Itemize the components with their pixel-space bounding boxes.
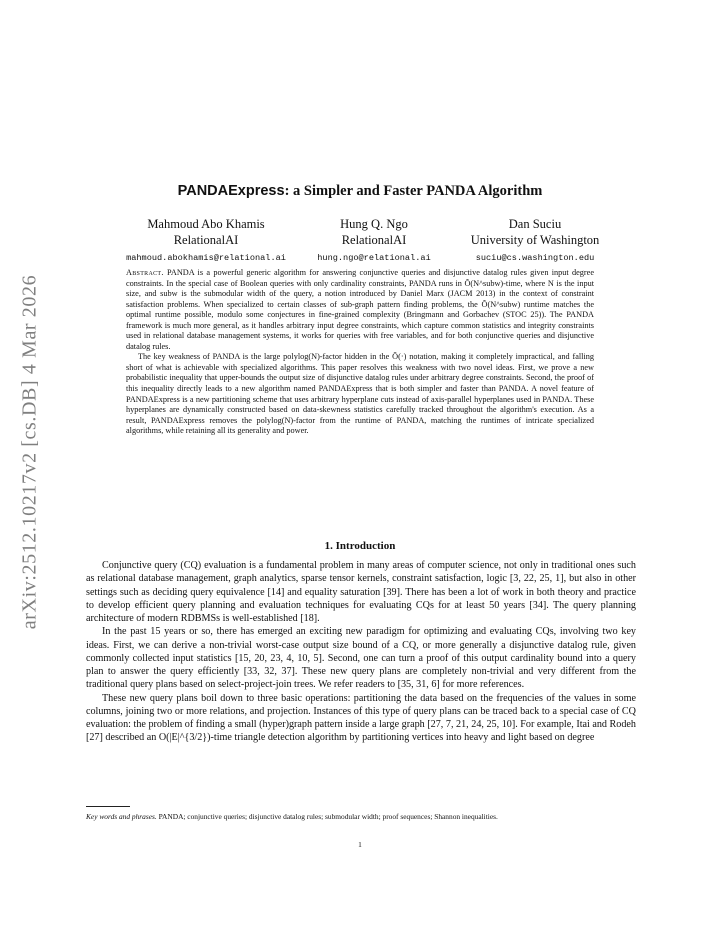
section-heading: 1. Introduction [324, 540, 396, 552]
author-email[interactable]: suciu@cs.washington.edu [475, 253, 595, 263]
paper-title [0, 183, 720, 200]
abstract-heading: Abstract. [126, 268, 164, 277]
author-name: Dan Suciu [508, 217, 562, 231]
title-system-name: PANDAExpress [177, 183, 285, 199]
page-number: 1 [358, 840, 362, 849]
abstract-paragraph-2: The key weakness of PANDA is the large polylog(N)-factor hidden in the Õ(·) notation, making it completely impractical, and falling short of what is achievable with specialized algorithms. This paper resolves this weakness with two novel ideas. First, we prove a new probabilistic inequality that upper-bounds the output size of disjunctive datalog rules under arbitrary degree constraints. Second, the proof of this inequality directly leads to a new algorithm named PANDAExpress that is both simpler and faster than PANDA. A novel feature of PANDAExpress is a new partitioning scheme that uses arbitrary hyperplane cuts instead of axis-parallel hyperplanes used in PANDA. These hyperplanes are dynamically constructed based on data-skewness statistics carefully tracked throughout the algorithm's execution. As a result, PANDAExpress removes the polylog(N)-factor from the runtime of PANDA, matching the runtimes of intricate specialized algorithms, while retaining all its generality and power. [126, 352, 594, 436]
arxiv-identifier: arXiv:2512.10217v2 [cs.DB] 4 Mar 2026 [18, 274, 41, 630]
introduction-body [86, 559, 636, 745]
abstract-paragraph-1 [126, 268, 594, 352]
author-block [435, 216, 635, 266]
abstract [126, 268, 594, 437]
footnote-keywords [86, 812, 636, 822]
author-email[interactable]: mahmoud.abokhamis@relational.ai [126, 253, 286, 263]
footnote-divider [86, 806, 130, 807]
author-affiliation: University of Washington [470, 233, 600, 247]
author-email[interactable]: hung.ngo@relational.ai [317, 253, 431, 263]
author-name: Hung Q. Ngo [340, 217, 408, 231]
abstract-text-1: PANDA is a powerful generic algorithm for answering conjunctive queries and disjunctive datalog rules given input degree constraints. In the special case of Boolean queries with only cardinality constraints, PANDA runs in Õ(N^subw)-time, where N is the input size, and subw is the submodular width of the query, a notion introduced by Daniel Marx (JACM 2013) in the context of constraint satisfaction problems. When specialized to certain classes of sub-graph pattern finding problems, the Õ(N^subw) runtime matches the optimal runtime possible, modulo some conjectures in fine-grained complexity (Bringmann and Gorbachev (STOC 25)). The PANDA framework is much more general, as it handles arbitrary input degree constraints, which capture common statistics and integrity constraints used in relational database management systems, it works for queries with free variables, and for both conjunctive queries and disjunctive datalog rules. [126, 268, 595, 351]
intro-paragraph-2: In the past 15 years or so, there has emerged an exciting new paradigm for optimizing and evaluating CQs, involving two key ideas. First, we can derive a non-trivial worst-case output size bound of a CQ, or more generally a disjunctive datalog rule, given commonly collected input statistics [15, 20, 23, 4, 10, 5]. Second, one can turn a proof of this output cardinality bound into a query plan to answer the query efficiently [33, 32, 37]. These new query plans are completely non-trivial and very different from the traditional query plans based on select-project-join trees. We refer readers to [35, 31, 6] for more references. [86, 626, 636, 691]
intro-paragraph-1: Conjunctive query (CQ) evaluation is a fundamental problem in many areas of computer science, not only in traditional ones such as relational database management, graph analytics, sparse tensor kernels, constraint satisfaction, logic [3, 22, 25, 1], but also in other settings such as deciding query equivalence [14] and equality saturation [39]. There has been a lot of work in both theory and practice to develop efficient query planning and evaluation techniques for evaluating CQs for at least 50 years [34]. The query planning architecture of modern RDBMSs is well-established [18]. [86, 560, 636, 624]
footnote-text: PANDA; conjunctive queries; disjunctive datalog rules; submodular width; proof sequences; Shannon inequalities. [158, 812, 498, 821]
author-affiliation: RelationalAI [173, 233, 239, 247]
author-name: Mahmoud Abo Khamis [147, 217, 265, 231]
author-affiliation: RelationalAI [341, 233, 407, 247]
intro-paragraph-3: These new query plans boil down to three basic operations: partitioning the data based on the frequencies of the values in some columns, joining two or more relations, and projection. Instances of this type of query plans can be traced back to a special case of CQ evaluation: the problem of finding a small (hyper)graph pattern inside a large graph [27, 7, 21, 24, 25, 10]. For example, Itai and Rodeh [27] described an O(|E|^{3/2})-time triangle detection algorithm by partitioning vertices into heavy and light based on degree [86, 692, 636, 744]
title-rest: : a Simpler and Faster PANDA Algorithm [284, 183, 543, 199]
footnote-label: Key words and phrases. [86, 812, 157, 821]
